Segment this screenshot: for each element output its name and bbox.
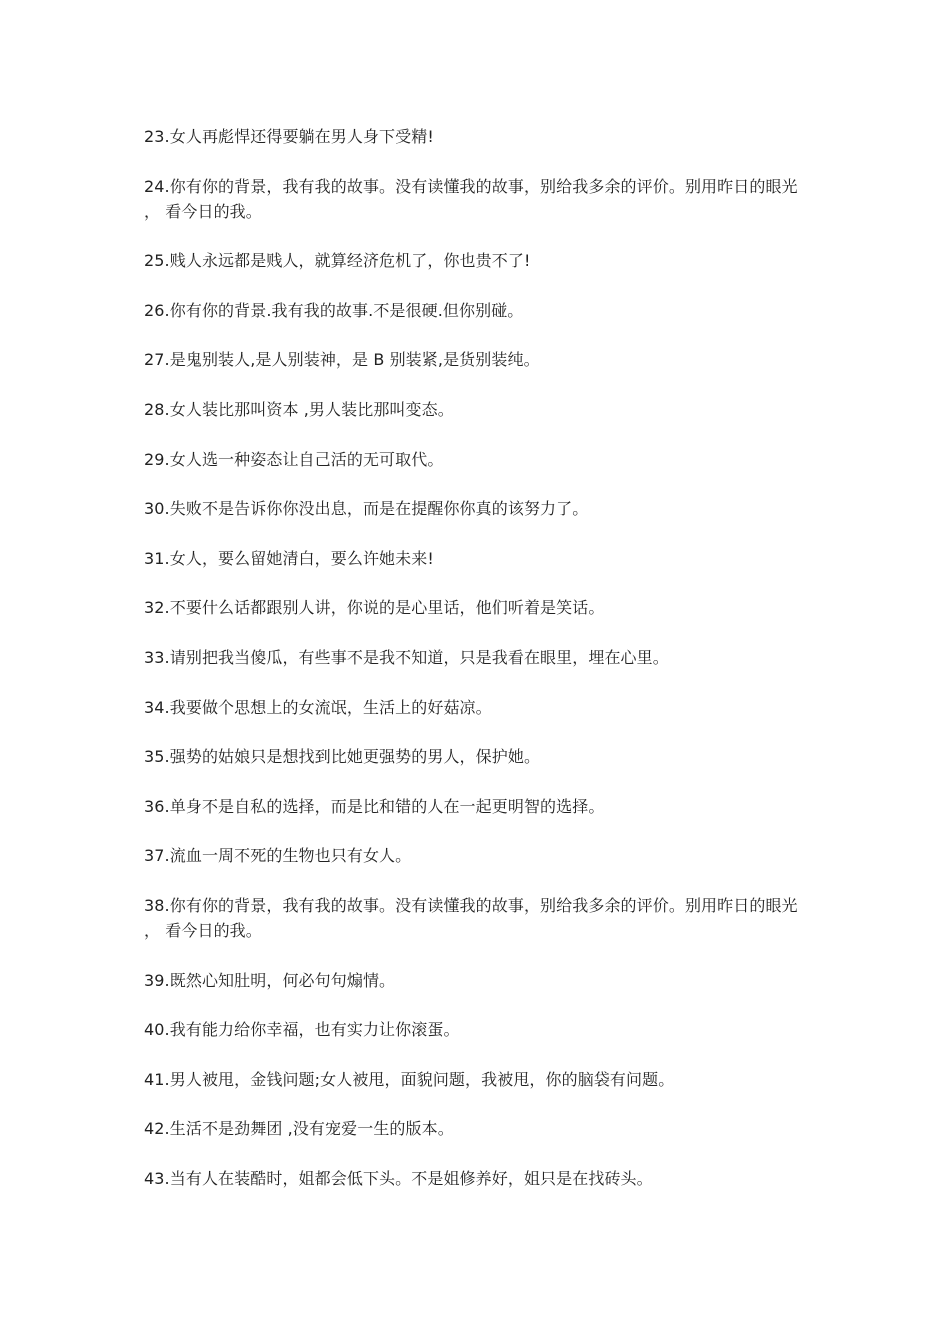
quote-item: 25.贱人永远都是贱人，就算经济危机了，你也贵不了! [144,251,531,271]
quote-item: 31.女人，要么留她清白，要么许她未来! [144,548,434,568]
quote-item: 28.女人装比那叫资本 ,男人装比那叫变态。 [144,399,454,419]
quote-item: 43.当有人在装酷时，姐都会低下头。不是姐修养好，姐只是在找砖头。 [144,1168,653,1188]
quote-item: 35.强势的姑娘只是想找到比她更强势的男人，保护她。 [144,747,541,767]
quote-item: 30.失败不是告诉你你没出息，而是在提醒你你真的该努力了。 [144,499,589,519]
quote-item: 33.请别把我当傻瓜，有些事不是我不知道，只是我看在眼里，埋在心里。 [144,647,669,667]
quote-item: 27.是鬼别装人,是人别装神，是 B 别装紧,是货别装纯。 [144,350,540,370]
quote-list [144,124,816,1215]
quote-item: 39.既然心知肚明，何必句句煽情。 [144,970,396,990]
quote-item: 32.不要什么话都跟别人讲，你说的是心里话，他们听着是笑话。 [144,598,605,618]
quote-item: 26.你有你的背景.我有我的故事.不是很硬.但你别碰。 [144,300,524,320]
quote-item: 29.女人选一种姿态让自己活的无可取代。 [144,449,444,469]
quote-item: 41.男人被甩，金钱问题;女人被甩，面貌问题，我被甩，你的脑袋有问题。 [144,1069,675,1089]
quote-item: 36.单身不是自私的选择，而是比和错的人在一起更明智的选择。 [144,796,605,816]
quote-item: 24.你有你的背景，我有我的故事。没有读懂我的故事，别给我多余的评价。别用昨日的眼光 ， 看今日的我。 [144,176,798,221]
quote-item: 23.女人再彪悍还得要躺在男人身下受精! [144,127,434,146]
quote-item: 40.我有能力给你幸福，也有实力让你滚蛋。 [144,1020,460,1040]
quote-item: 34.我要做个思想上的女流氓，生活上的好菇凉。 [144,697,492,717]
quote-item: 37.流血一周不死的生物也只有女人。 [144,846,412,866]
quote-item: 38.你有你的背景，我有我的故事。没有读懂我的故事，别给我多余的评价。别用昨日的眼光 ， 看今日的我。 [144,895,798,940]
quote-item: 42.生活不是劲舞团 ,没有宠爱一生的版本。 [144,1119,454,1139]
